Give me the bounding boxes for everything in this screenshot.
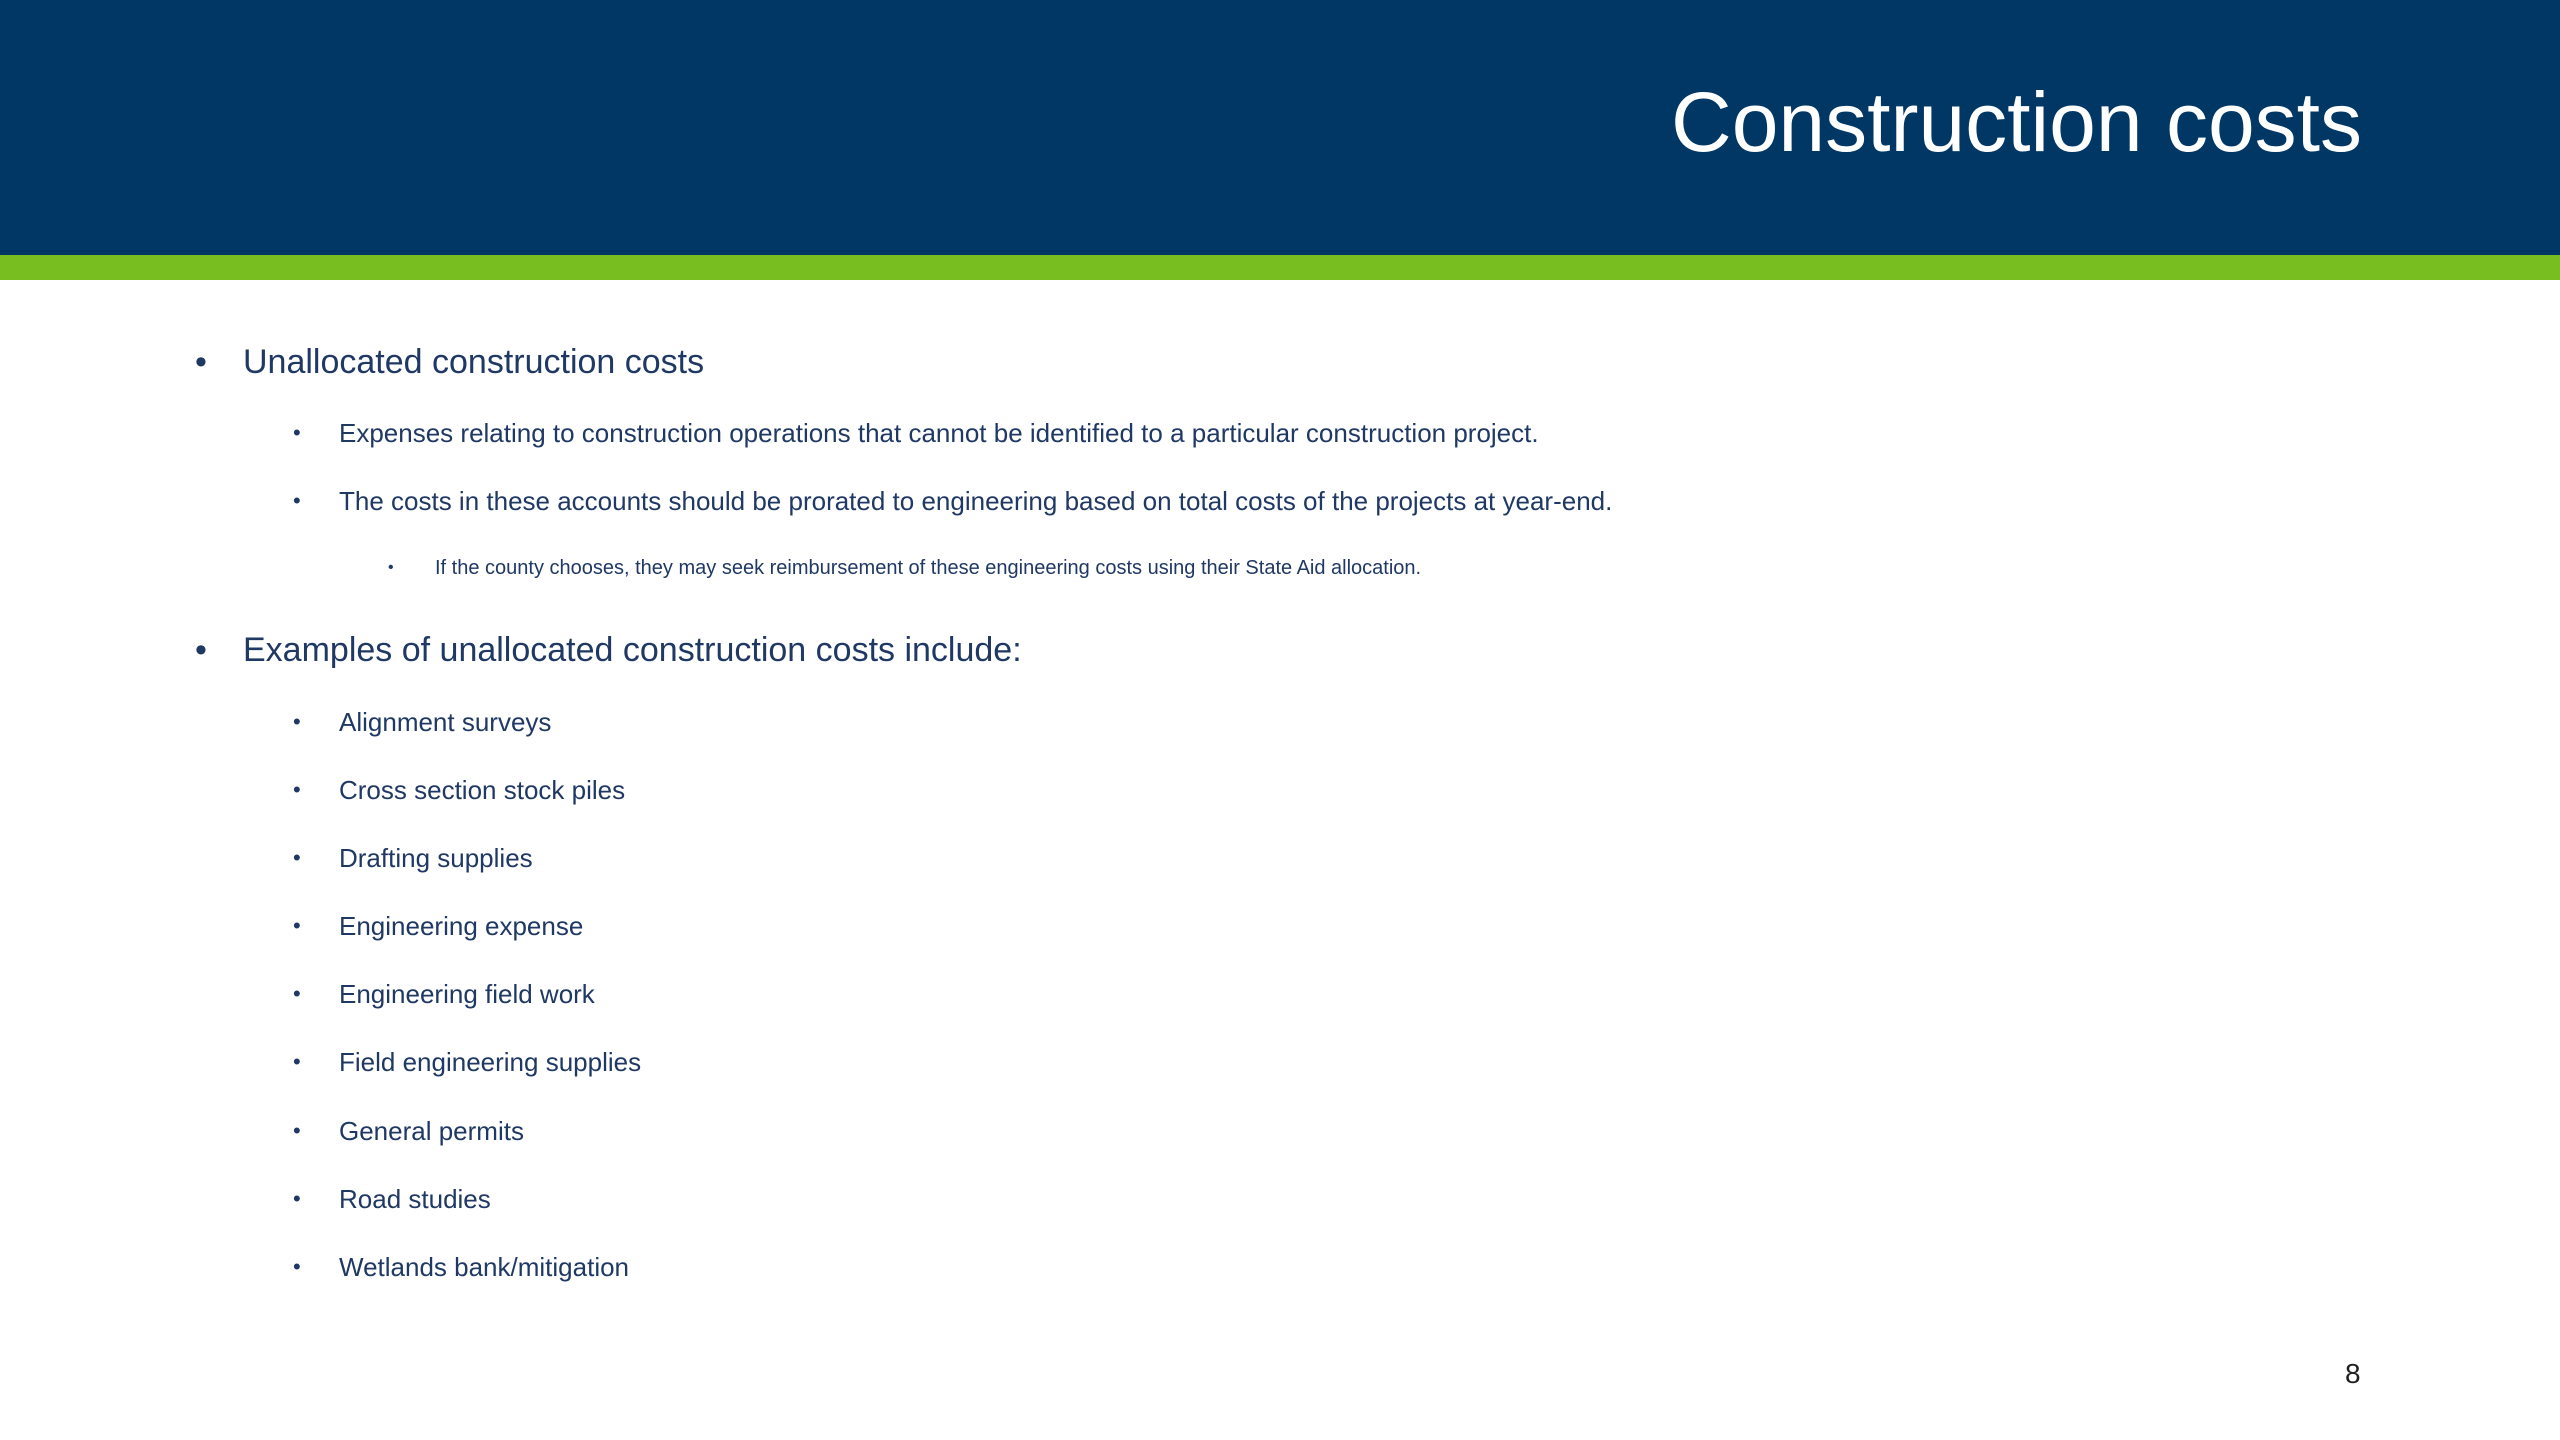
- bullet-icon: •: [293, 709, 301, 734]
- bullet-level1: [195, 340, 705, 384]
- bullet-icon: •: [293, 1186, 301, 1211]
- bullet-icon: •: [388, 559, 394, 576]
- page-number: 8: [2345, 1358, 2361, 1389]
- bullet-icon: •: [293, 1118, 301, 1143]
- list-item: [293, 1182, 491, 1216]
- section1-point: The costs in these accounts should be prorated to engineering based on total costs of the projects at year-end.: [339, 486, 1613, 516]
- bullet-icon: •: [195, 343, 207, 381]
- section1-heading: Unallocated construction costs: [243, 343, 705, 381]
- example-item: Field engineering supplies: [339, 1047, 642, 1077]
- bullet-icon: •: [293, 913, 301, 938]
- example-item: Engineering expense: [339, 911, 584, 941]
- section2-heading: Examples of unallocated construction costs include:: [243, 631, 1022, 669]
- bullet-level3: [388, 554, 1422, 582]
- list-item: [293, 909, 584, 943]
- list-item: [293, 705, 552, 739]
- list-item: [293, 1045, 642, 1079]
- bullet-icon: •: [195, 631, 207, 669]
- example-item: Road studies: [339, 1184, 491, 1214]
- list-item: [293, 1114, 524, 1148]
- bullet-icon: •: [293, 1254, 301, 1279]
- example-item: General permits: [339, 1116, 524, 1146]
- example-item: Drafting supplies: [339, 843, 533, 873]
- bullet-icon: •: [293, 420, 301, 445]
- bullet-level1: [195, 628, 1022, 672]
- bullet-icon: •: [293, 845, 301, 870]
- list-item: [293, 773, 626, 807]
- example-item: Alignment surveys: [339, 707, 552, 737]
- example-item: Cross section stock piles: [339, 775, 626, 805]
- example-item: Engineering field work: [339, 979, 595, 1009]
- list-item: [293, 841, 533, 875]
- bullet-icon: •: [293, 488, 301, 513]
- bullet-level2: [293, 416, 1539, 450]
- list-item: [293, 977, 595, 1011]
- section1-subpoint: If the county chooses, they may seek reimbursement of these engineering costs using their State Aid allocation.: [435, 557, 1422, 579]
- section1-point: Expenses relating to construction operations that cannot be identified to a particular construction project.: [339, 418, 1539, 448]
- bullet-level2: [293, 484, 1613, 518]
- bullet-icon: •: [293, 981, 301, 1006]
- example-item: Wetlands bank/mitigation: [339, 1252, 630, 1282]
- bullet-icon: •: [293, 777, 301, 802]
- accent-bar: [0, 255, 2560, 280]
- list-item: [293, 1250, 630, 1284]
- slide-title: Construction costs: [1671, 75, 2362, 169]
- bullet-icon: •: [293, 1049, 301, 1074]
